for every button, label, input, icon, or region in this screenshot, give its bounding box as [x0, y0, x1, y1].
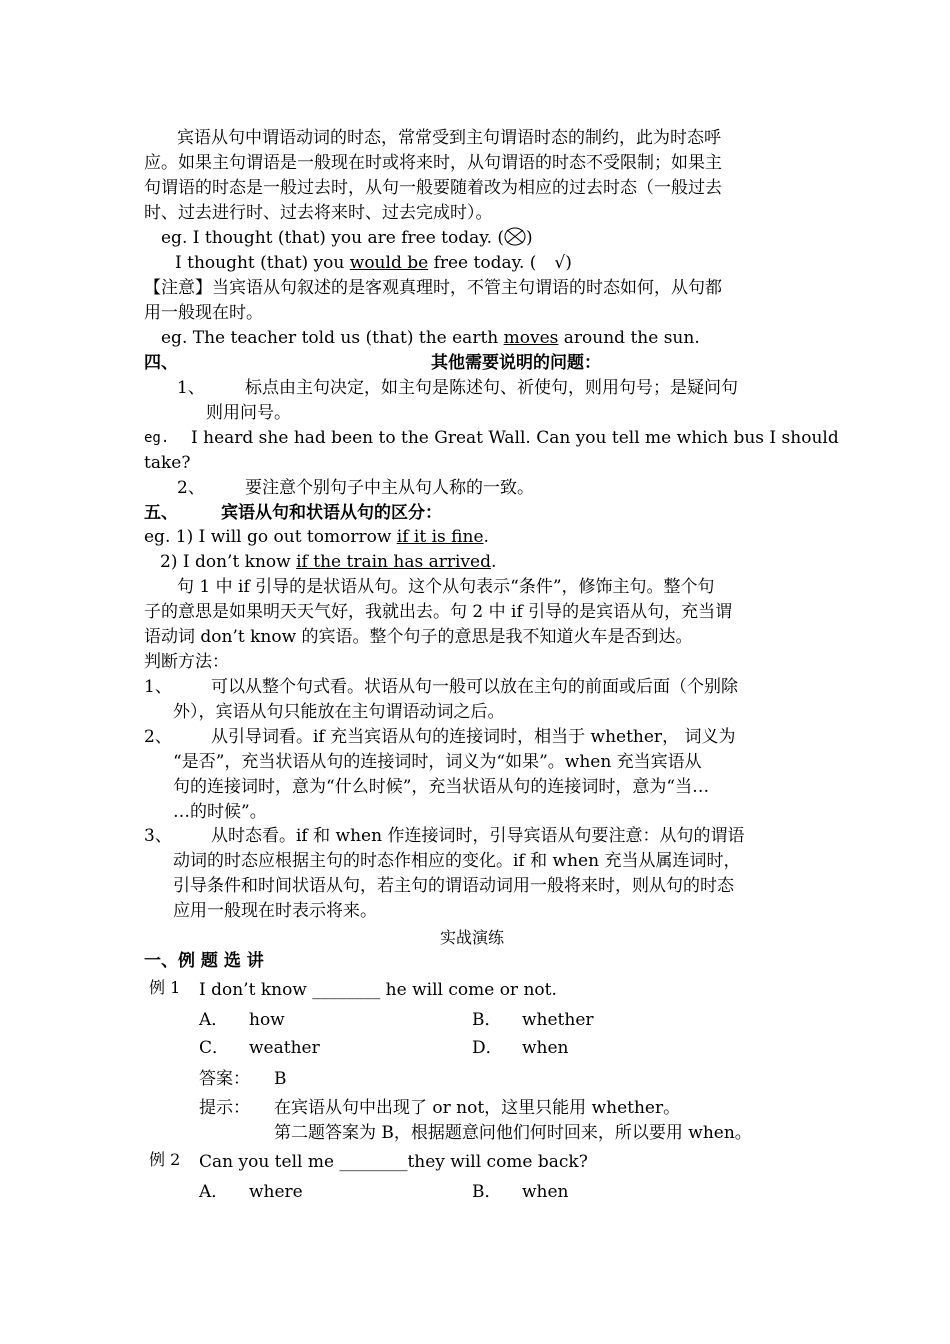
example-line: eg. I thought (that) you are free today. ( ) [161, 228, 533, 248]
example-line: I heard she had been to the Great Wall. Can you tell me which bus I should [191, 428, 839, 448]
section-number: 四、 [144, 353, 178, 373]
option-text: when [522, 1038, 569, 1058]
hint-label: 提示： [199, 1098, 250, 1118]
note-line: 用一般现在时。 [144, 303, 263, 323]
list-item: 应用一般现在时表示将来。 [173, 901, 377, 921]
option-letter: A． [199, 1182, 229, 1202]
list-item: 可以从整个句式看。状语从句一般可以放在主句的前面或后面（个别除 [211, 677, 738, 697]
option-letter: B． [472, 1182, 502, 1202]
answer-label: 答案： [199, 1069, 250, 1089]
list-item: 外），宾语从句只能放在主句谓语动词之后。 [173, 702, 505, 722]
list-item: 动词的时态应根据主句的时态作相应的变化。if 和 when 充当从属连词时， [173, 851, 741, 871]
example-line: eg. 1) I will go out tomorrow if it is fine. [144, 527, 489, 547]
hint-text: 在宾语从句中出现了 or not，这里只能用 whether。 [274, 1098, 681, 1118]
hint-text: 第二题答案为 B，根据题意问他们何时回来，所以要用 when。 [274, 1123, 752, 1143]
list-item: 则用问号。 [206, 403, 291, 423]
example-line: eg. The teacher told us (that) the earth moves around the sun. [161, 328, 700, 348]
list-item: 从时态看。if 和 when 作连接词时，引导宾语从句要注意：从句的谓语 [211, 826, 745, 846]
option-text: where [249, 1182, 303, 1202]
list-number: 2、 [177, 478, 205, 498]
list-number: 1、 [177, 378, 205, 398]
section-title: 一、例 题 选 讲 [144, 951, 264, 971]
paragraph-line: 句谓语的时态是一般过去时，从句一般要随着改为相应的过去时态（一般过去 [144, 178, 722, 198]
check-mark: √ [554, 253, 566, 273]
section-title: 宾语从句和状语从句的区分： [221, 503, 442, 523]
option-text: when [522, 1182, 569, 1202]
example-number: 例 1 [149, 978, 181, 997]
list-item: 从引导词看。if 充当宾语从句的连接词时，相当于 whether， 词义为 [211, 727, 736, 747]
list-item: 句的连接词时，意为“什么时候”，充当状语从句的连接词时，意为“当… [173, 777, 710, 797]
question-text: Can you tell me ________they will come back? [199, 1152, 588, 1172]
section-title: 其他需要说明的问题： [431, 353, 601, 373]
example-number: 例 2 [149, 1150, 181, 1169]
list-item: …的时候”。 [173, 802, 267, 822]
option-letter: A． [199, 1010, 229, 1030]
note-line: 【注意】当宾语从句叙述的是客观真理时，不管主句谓语的时态如何，从句都 [144, 278, 722, 298]
example-line: I thought (that) you would be free today. ( √) [175, 253, 572, 273]
paragraph-line: 时、过去进行时、过去将来时、过去完成时）。 [144, 203, 493, 223]
section-number: 五、 [144, 503, 178, 523]
paragraph-line: 子的意思是如果明天天气好，我就出去。句 2 中 if 引导的是宾语从句，充当谓 [144, 602, 733, 622]
example-line: 2) I don’t know if the train has arrived. [160, 552, 497, 572]
paragraph-line: 应。如果主句谓语是一般现在时或将来时，从句谓语的时态不受限制；如果主 [144, 153, 722, 173]
paragraph-line: 句 1 中 if 引导的是状语从句。这个从句表示“条件”，修饰主句。整个句 [177, 577, 715, 597]
option-text: how [249, 1010, 285, 1030]
question-text: I don’t know ________ he will come or not. [199, 980, 557, 1000]
cross-mark-icon [504, 227, 526, 246]
example-line: take? [144, 453, 191, 473]
option-text: whether [522, 1010, 594, 1030]
paragraph-line: 宾语从句中谓语动词的时态，常常受到主句谓语时态的制约，此为时态呼 [177, 128, 721, 148]
list-number: 2、 [144, 727, 172, 747]
option-letter: B． [472, 1010, 502, 1030]
list-item: 标点由主句决定，如主句是陈述句、祈使句，则用句号；是疑问句 [245, 378, 738, 398]
option-letter: C． [199, 1038, 230, 1058]
answer-value: B [274, 1069, 287, 1089]
list-item: 引导条件和时间状语从句，若主句的谓语动词用一般将来时，则从句的时态 [173, 876, 734, 896]
practice-title: 实战演练 [440, 928, 505, 947]
list-item: 要注意个别句子中主从句人称的一致。 [245, 478, 534, 498]
example-label: eg. [144, 430, 170, 446]
list-item: “是否”，充当状语从句的连接词时，词义为“如果”。when 充当宾语从 [173, 752, 702, 772]
option-letter: D． [472, 1038, 503, 1058]
method-title: 判断方法： [144, 652, 229, 672]
list-number: 3、 [144, 826, 172, 846]
option-text: weather [249, 1038, 320, 1058]
paragraph-line: 语动词 don’t know 的宾语。整个句子的意思是我不知道火车是否到达。 [144, 627, 693, 647]
list-number: 1、 [144, 677, 172, 697]
